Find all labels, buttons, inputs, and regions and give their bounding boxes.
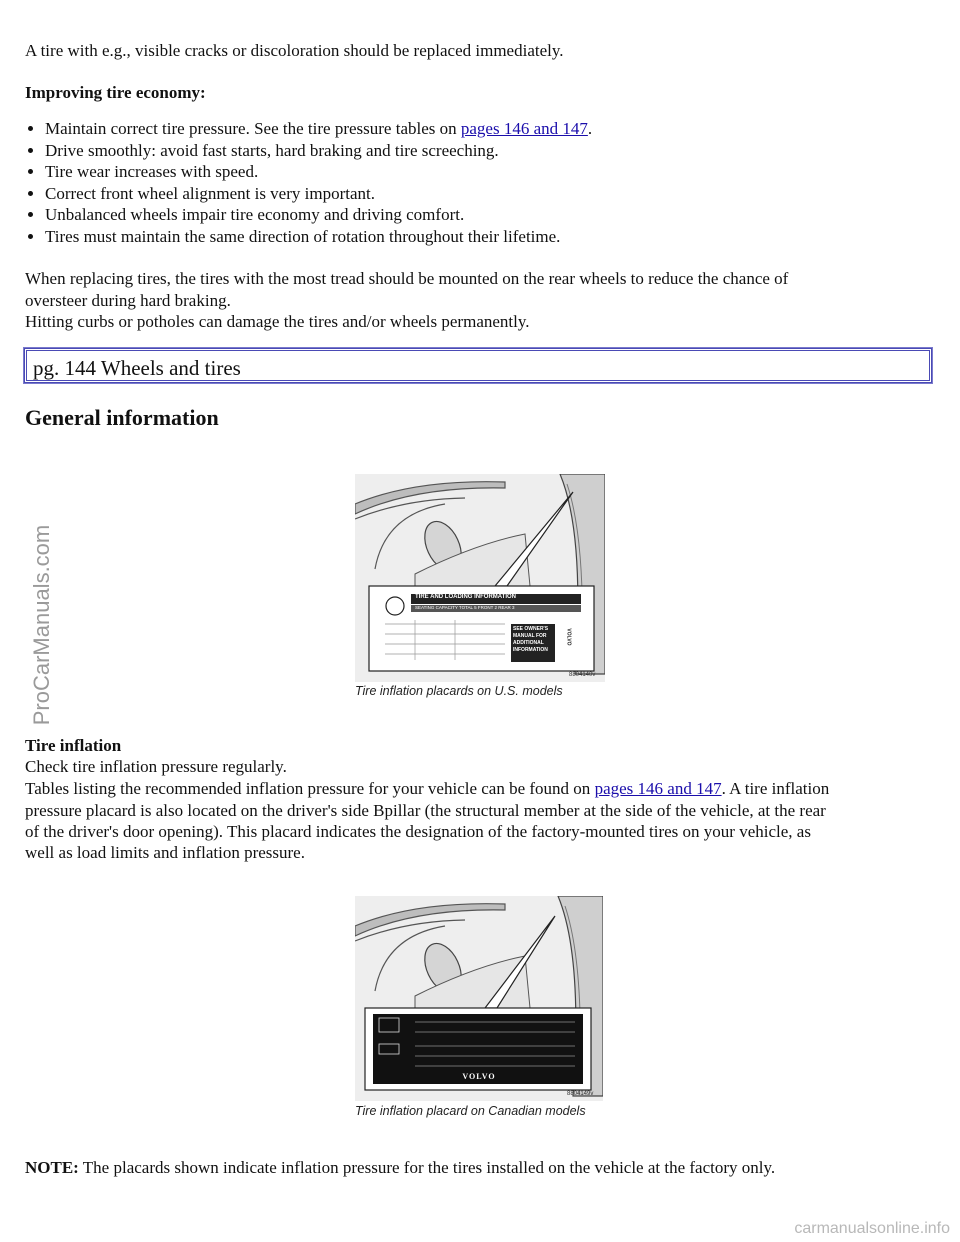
figure-code: 8804149v <box>567 1091 594 1097</box>
list-item: • Tires must maintain the same direction of rotation throughout their lifetime. <box>45 226 592 248</box>
canadian-placard-figure <box>355 896 603 1101</box>
placard-see-owner: SEE OWNER'S MANUAL FOR ADDITIONAL INFORMATION <box>513 626 549 653</box>
note-label: NOTE: <box>25 1158 79 1177</box>
car-interior-illustration <box>355 896 603 1101</box>
inflation-line-4: of the driver's door opening). This placard indicates the designation of the factory-mounted tires on your vehicle, as <box>25 822 811 841</box>
figure1-caption: Tire inflation placards on U.S. models <box>355 684 563 698</box>
replacing-line-1: When replacing tires, the tires with the most tread should be mounted on the rear wheels to reduce the chance of <box>25 269 789 288</box>
placard-brand: VOLVO <box>565 628 572 646</box>
section-title: General information <box>25 405 219 430</box>
list-item: • Unbalanced wheels impair tire economy and driving comfort. <box>45 204 592 226</box>
inflation-line-2: Tables listing the recommended inflation pressure for your vehicle can be found on pages 146 and 147. A tire inflation <box>25 779 830 798</box>
list-item: • Drive smoothly: avoid fast starts, hard braking and tire screeching. <box>45 140 592 162</box>
us-placard-figure <box>355 474 605 682</box>
replacing-line-3: Hitting curbs or potholes can damage the tires and/or wheels permanently. <box>25 312 530 331</box>
pages-link[interactable]: pages 146 and 147 <box>460 119 588 138</box>
footer-watermark: carmanualsonline.info <box>794 1220 950 1237</box>
figure-code: 8804140v <box>569 672 596 678</box>
placard-brand: VOLVO <box>462 1072 496 1081</box>
placard-seating: SEATING CAPACITY TOTAL 5 FRONT 2 REAR 3 <box>415 605 515 610</box>
figure2-caption: Tire inflation placard on Canadian models <box>355 1104 586 1118</box>
side-watermark: ProCarManuals.com <box>29 524 54 726</box>
inflation-heading: Tire inflation <box>25 736 122 755</box>
economy-heading: Improving tire economy: <box>25 83 206 102</box>
placard-title: TIRE AND LOADING INFORMATION <box>415 594 516 600</box>
inflation-line-1: Check tire inflation pressure regularly. <box>25 757 287 776</box>
list-item: • Correct front wheel alignment is very important. <box>45 183 592 205</box>
pages-link[interactable]: pages 146 and 147 <box>594 779 722 798</box>
replacing-line-2: oversteer during hard braking. <box>25 291 231 310</box>
intro-paragraph: A tire with e.g., visible cracks or discoloration should be replaced immediately. <box>25 41 564 60</box>
list-item: • Tire wear increases with speed. <box>45 161 592 183</box>
page-header: pg. 144 Wheels and tires <box>33 356 241 380</box>
page-header-box <box>24 348 932 383</box>
car-interior-illustration <box>355 474 605 682</box>
note-paragraph: NOTE: The placards shown indicate inflation pressure for the tires installed on the vehicle at the factory only. <box>25 1158 776 1177</box>
inflation-line-3: pressure placard is also located on the driver's side Bpillar (the structural member at the side of the vehicle, at the rear <box>25 801 826 820</box>
inflation-line-5: well as load limits and inflation pressure. <box>25 843 305 862</box>
list-item: • Maintain correct tire pressure. See the tire pressure tables on pages 146 and 147. <box>45 118 592 140</box>
economy-list <box>25 118 592 247</box>
